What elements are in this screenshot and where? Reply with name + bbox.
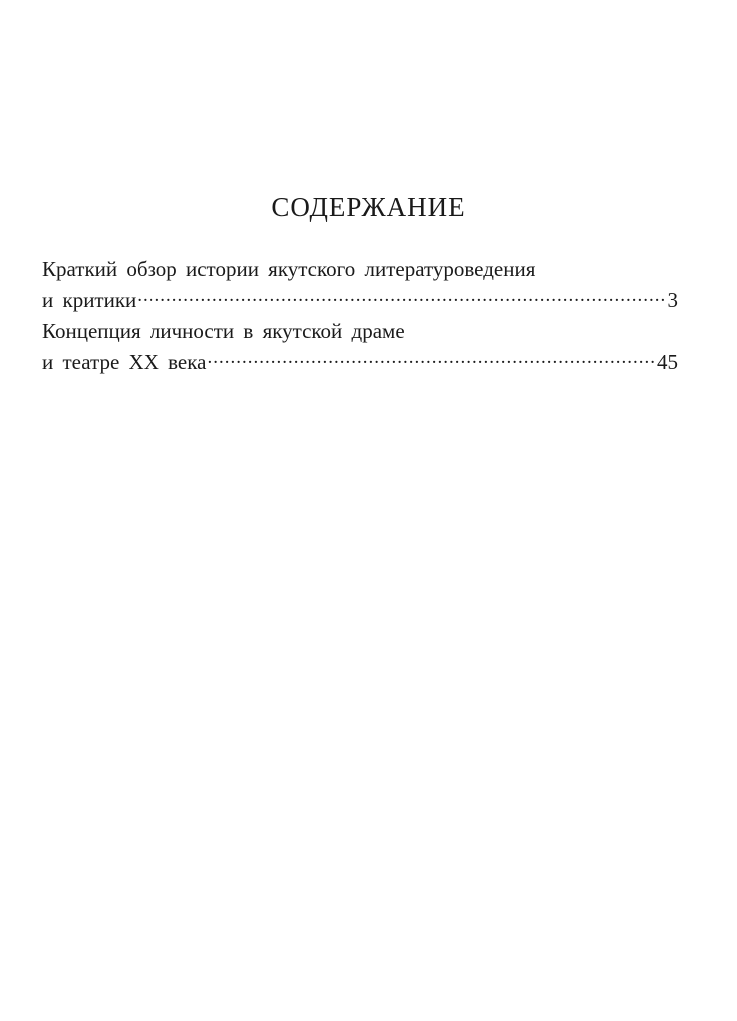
toc-entry-last-line <box>42 285 678 316</box>
toc-page-number: 3 <box>667 288 678 312</box>
toc-entry[interactable] <box>42 316 678 378</box>
dot-leader <box>207 348 656 369</box>
dot-leader <box>137 286 666 307</box>
page-title: СОДЕРЖАНИЕ <box>271 192 466 222</box>
toc-entry-title-line2: и театре ХХ века <box>42 350 207 374</box>
toc-entry-title-line2: и критики <box>42 288 137 312</box>
toc-entry[interactable] <box>42 254 678 316</box>
toc-entry-last-line <box>42 347 678 378</box>
toc-page-number: 45 <box>657 350 678 374</box>
table-of-contents <box>42 254 678 378</box>
toc-entry-title-line1: Концепция личности в якутской драме <box>42 319 405 343</box>
toc-entry-title-line1: Краткий обзор истории якутского литературоведения <box>42 257 536 281</box>
